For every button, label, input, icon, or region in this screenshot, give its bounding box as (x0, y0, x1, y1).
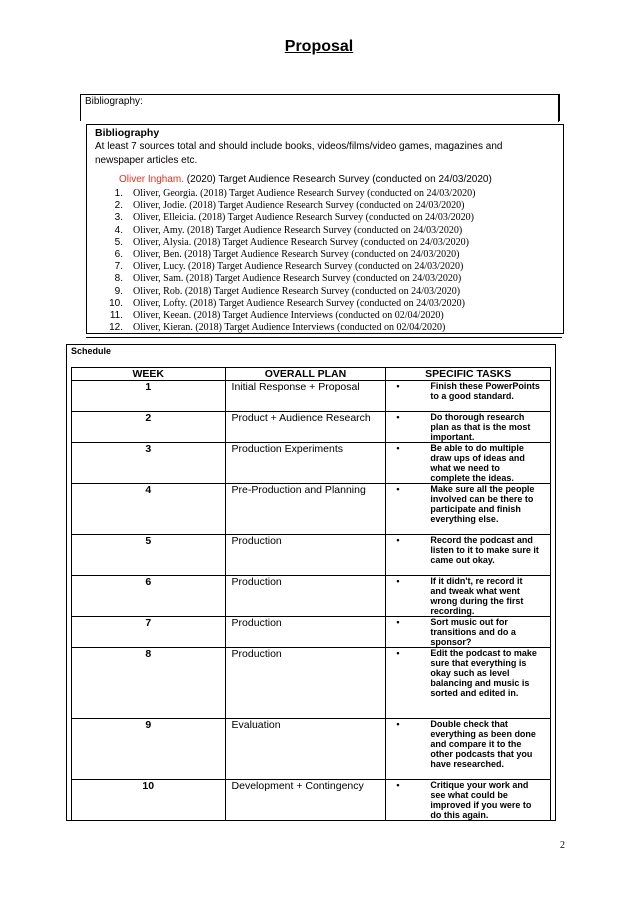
bullet-icon: • (396, 412, 400, 422)
list-item: 10. Oliver, Lofty. (2018) Target Audience Research Survey (conducted on 24/03/2020) (109, 297, 465, 309)
table-row: 7 Production • Sort music out for transitions and do a sponsor? (72, 617, 551, 648)
column-header-tasks: SPECIFIC TASKS (386, 368, 551, 381)
list-item: 1. Oliver, Georgia. (2018) Target Audience Research Survey (conducted on 24/03/2020) (114, 188, 476, 199)
list-item: 8. Oliver, Sam. (2018) Target Audience Research Survey (conducted on 24/03/2020) (114, 273, 462, 285)
list-item: 5. Oliver, Alysia. (2018) Target Audience Research Survey (conducted on 24/03/2020) (114, 236, 469, 248)
list-item: 11. Oliver, Keean. (2018) Target Audience Interviews (conducted on 02/04/2020) (109, 309, 444, 321)
bibliography-first-entry (119, 174, 492, 185)
table-row: 4 Pre-Production and Planning • Make sure all the people involved can be there to participate and finish everything else. (72, 484, 551, 535)
list-item: 2. Oliver, Jodie. (2018) Target Audience Research Survey (conducted on 24/03/2020) (114, 200, 465, 212)
table-row: 10 Development + Contingency • Critique your work and see what could be improved if you were to do this again. (72, 780, 551, 821)
bullet-icon: • (396, 617, 400, 627)
table-header-row (72, 368, 551, 381)
list-item: 4. Oliver, Amy. (2018) Target Audience Research Survey (conducted on 24/03/2020) (114, 224, 463, 236)
table-row: 1 Initial Response + Proposal • Finish these PowerPoints to a good standard. (72, 381, 551, 412)
table-row: 5 Production • Record the podcast and listen to it to make sure it came out okay. (72, 535, 551, 576)
table-row: 6 Production • If it didn't, re record it and tweak what went wrong during the first recording. (72, 576, 551, 617)
bullet-icon: • (396, 381, 400, 391)
divider (86, 337, 562, 338)
page-title: Proposal (284, 38, 354, 55)
column-header-plan: OVERALL PLAN (225, 368, 386, 381)
divider (558, 94, 559, 122)
bibliography-label-box (80, 94, 560, 121)
bibliography-box (86, 124, 564, 334)
table-row: 9 Evaluation • Double check that everything as been done and compare it to the other podcasts that you have researched. (72, 719, 551, 780)
bibliography-heading: Bibliography (95, 127, 160, 139)
bibliography-description: At least 7 sources total and should include books, videos/films/video games, magazines and newspaper articles etc. (95, 141, 503, 166)
list-item: 6. Oliver, Ben. (2018) Target Audience Research Survey (conducted on 24/03/2020) (114, 248, 460, 260)
bullet-icon: • (396, 576, 400, 586)
bullet-icon: • (396, 535, 400, 545)
first-entry-name: Oliver Ingham. (119, 174, 185, 185)
bullet-icon: • (396, 648, 400, 658)
list-item: 9. Oliver, Rob. (2018) Target Audience Research Survey (conducted on 24/03/2020) (114, 285, 461, 297)
table-row: 3 Production Experiments • Be able to do multiple draw ups of ideas and what we need to complete the ideas. (72, 443, 551, 484)
list-item: 3. Oliver, Elleicia. (2018) Target Audience Research Survey (conducted on 24/03/2020) (114, 212, 474, 224)
bullet-icon: • (396, 780, 400, 790)
bibliography-label: Bibliography: (85, 96, 143, 107)
list-item: 7. Oliver, Lucy. (2018) Target Audience Research Survey (conducted on 24/03/2020) (114, 261, 464, 273)
page-number: 2 (560, 840, 565, 851)
table-row: 2 Product + Audience Research • Do thorough research plan as that is the most important. (72, 412, 551, 443)
bullet-icon: • (396, 443, 400, 453)
bullet-icon: • (396, 719, 400, 729)
schedule-table (71, 367, 551, 821)
table-row: 8 Production • Edit the podcast to make sure that everything is okay such as level balancing and music is sorted and edited in. (72, 648, 551, 719)
column-header-week: WEEK (72, 368, 226, 381)
bibliography-list (101, 188, 475, 334)
bullet-icon: • (396, 484, 400, 494)
schedule-box (66, 344, 556, 821)
first-entry-rest: (2020) Target Audience Research Survey (conducted on 24/03/2020) (184, 174, 492, 185)
schedule-label: Schedule (71, 346, 112, 356)
list-item: 12. Oliver, Kieran. (2018) Target Audience Interviews (conducted on 02/04/2020) (109, 322, 446, 334)
